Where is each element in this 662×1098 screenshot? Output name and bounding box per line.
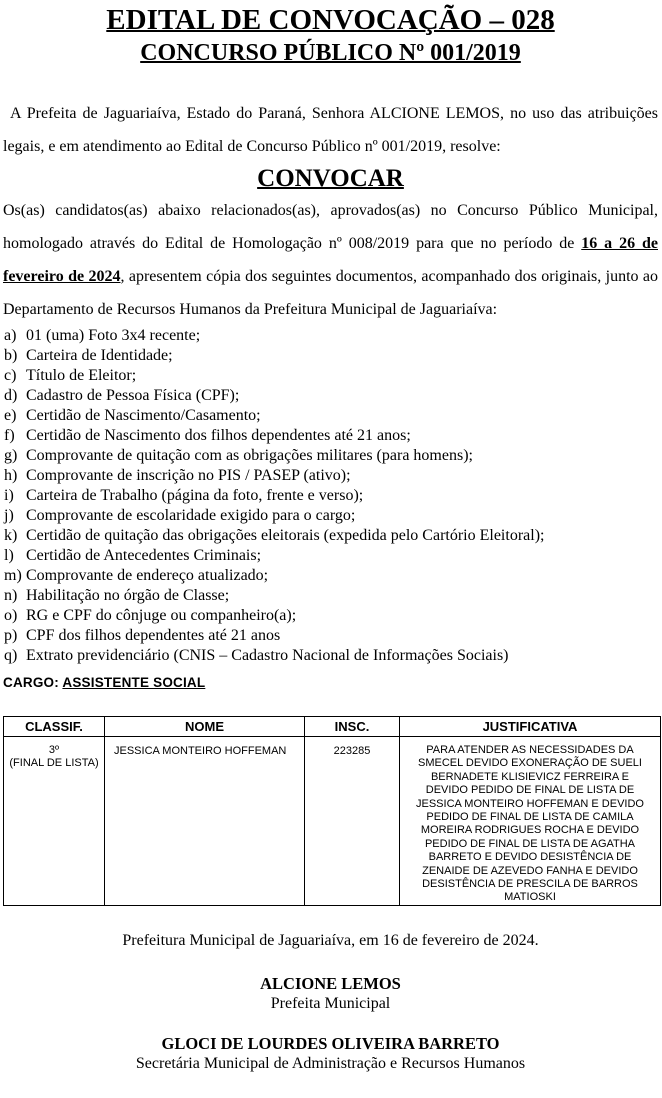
document-item-n xyxy=(3,586,658,606)
cargo-line xyxy=(3,675,658,690)
document-item-p xyxy=(3,626,658,646)
column-header-insc: INSC. xyxy=(305,717,400,737)
item-marker: o) xyxy=(4,607,18,624)
closing-date-line: Prefeitura Municipal de Jaguariaíva, em 16 de fevereiro de 2024. xyxy=(122,931,539,949)
column-header-classif: CLASSIF. xyxy=(4,717,105,737)
item-marker: p) xyxy=(4,627,18,644)
item-text: Comprovante de endereço atualizado; xyxy=(26,567,269,584)
item-marker: c) xyxy=(4,367,17,384)
item-marker: i) xyxy=(4,487,14,504)
document-item-k xyxy=(3,526,658,546)
convocar-heading: CONVOCAR xyxy=(257,165,404,192)
item-marker: j) xyxy=(4,507,14,524)
item-text: Certidão de quitação das obrigações eleitorais (expedida pelo Cartório Eleitoral); xyxy=(26,527,545,544)
document-item-q xyxy=(3,646,658,666)
item-text: Certidão de Nascimento/Casamento; xyxy=(26,407,261,424)
cell-nome: JESSICA MONTEIRO HOFFEMAN xyxy=(105,737,305,906)
document-item-j xyxy=(3,506,658,526)
document-subtitle: CONCURSO PÚBLICO Nº 001/2019 xyxy=(140,40,521,66)
document-item-h xyxy=(3,466,658,486)
document-title: EDITAL DE CONVOCAÇÃO – 028 xyxy=(106,4,555,36)
documents-list xyxy=(3,326,658,666)
column-header-justificativa: JUSTIFICATIVA xyxy=(400,717,661,737)
signature-name-secretaria: GLOCI DE LOURDES OLIVEIRA BARRETO xyxy=(161,1033,500,1053)
item-text: Comprovante de escolaridade exigido para o cargo; xyxy=(26,507,356,524)
document-item-b xyxy=(3,346,658,366)
document-item-e xyxy=(3,406,658,426)
intro-paragraph: A Prefeita de Jaguariaíva, Estado do Paraná, Senhora ALCIONE LEMOS, no uso das atribuições legais, e em atendimento ao Edital de Concurso Público nº 001/2019, resolve: xyxy=(3,105,658,155)
cargo-label: CARGO: xyxy=(3,675,63,690)
document-item-d xyxy=(3,386,658,406)
document-item-o xyxy=(3,606,658,626)
item-marker: h) xyxy=(4,467,18,484)
document-item-l xyxy=(3,546,658,566)
document-item-f xyxy=(3,426,658,446)
item-marker: f) xyxy=(4,427,15,444)
item-text: Habilitação no órgão de Classe; xyxy=(26,587,230,604)
classif-note: (FINAL DE LISTA) xyxy=(9,757,99,770)
table-header-row xyxy=(4,717,661,737)
item-marker: a) xyxy=(4,327,17,344)
item-text: RG e CPF do cônjuge ou companheiro(a); xyxy=(26,607,297,624)
signature-name-prefeita: ALCIONE LEMOS xyxy=(260,973,401,993)
item-text: Comprovante de inscrição no PIS / PASEP (ativo); xyxy=(26,467,351,484)
convocation-text-before: Os(as) candidatos(as) abaixo relacionados(as), aprovados(as) no Concurso Público Municipal, homologado através do Edital de Homologação nº 008/2019 para que no período de xyxy=(3,202,658,252)
item-marker: k) xyxy=(4,527,18,544)
item-text: Cadastro de Pessoa Física (CPF); xyxy=(26,387,240,404)
item-marker: d) xyxy=(4,387,18,404)
item-marker: n) xyxy=(4,587,18,604)
item-text: Título de Eleitor; xyxy=(26,367,137,384)
signature-block-secretaria xyxy=(3,1034,658,1074)
document-item-i xyxy=(3,486,658,506)
item-marker: b) xyxy=(4,347,18,364)
document-item-a xyxy=(3,326,658,346)
cell-justificativa: PARA ATENDER AS NECESSIDADES DA SMECEL DEVIDO EXONERAÇÃO DE SUELI BERNADETE KLISIEVICZ FERREIRA E DEVIDO PEDIDO DE FINAL DE LISTA DE JESSICA MONTEIRO HOFFEMAN E DEVIDO PEDIDO DE FINAL DE LISTA DE CAMILA MOREIRA RODRIGUES ROCHA E DEVIDO PEDIDO DE FINAL DE LISTA DE AGATHA BARRETO E DEVIDO DESISTÊNCIA DE ZENAIDE DE AZEVEDO FANHA E DEVIDO DESISTÊNCIA DE PRESCILA DE BARROS MATIOSKI xyxy=(400,737,661,906)
convocation-paragraph xyxy=(3,194,658,326)
item-text: Certidão de Nascimento dos filhos dependentes até 21 anos; xyxy=(26,427,411,444)
document-item-m xyxy=(3,566,658,586)
item-marker: l) xyxy=(4,547,14,564)
item-marker: q) xyxy=(4,647,18,664)
candidates-table xyxy=(3,716,661,906)
item-text: Certidão de Antecedentes Criminais; xyxy=(26,547,262,564)
item-marker: g) xyxy=(4,447,18,464)
cell-insc: 223285 xyxy=(305,737,400,906)
column-header-nome: NOME xyxy=(105,717,305,737)
document-item-g xyxy=(3,446,658,466)
signature-block-prefeita xyxy=(3,974,658,1014)
table-row-candidate xyxy=(4,737,661,906)
convocation-text-after: , apresentem cópia dos seguintes documentos, acompanhado dos originais, junto ao Departamento de Recursos Humanos da Prefeitura Municipal de Jaguariaíva: xyxy=(3,268,659,318)
item-text: Extrato previdenciário (CNIS – Cadastro Nacional de Informações Sociais) xyxy=(26,647,509,664)
document-item-c xyxy=(3,366,658,386)
cargo-value: ASSISTENTE SOCIAL xyxy=(62,675,206,690)
signature-title-secretaria: Secretária Municipal de Administração e Recursos Humanos xyxy=(135,1054,526,1072)
cell-classif xyxy=(4,737,105,906)
item-text: Carteira de Identidade; xyxy=(26,347,173,364)
item-text: 01 (uma) Foto 3x4 recente; xyxy=(26,327,201,344)
item-text: Comprovante de quitação com as obrigações militares (para homens); xyxy=(26,447,473,464)
item-text: Carteira de Trabalho (página da foto, frente e verso); xyxy=(26,487,364,504)
item-marker: m) xyxy=(4,567,22,584)
convocation-period-highlight: 16 a 26 de fevereiro de 2024 xyxy=(3,235,659,285)
classif-rank: 3º xyxy=(48,744,60,756)
signature-title-prefeita: Prefeita Municipal xyxy=(270,994,391,1012)
item-marker: e) xyxy=(4,407,17,424)
item-text: CPF dos filhos dependentes até 21 anos xyxy=(26,627,281,644)
